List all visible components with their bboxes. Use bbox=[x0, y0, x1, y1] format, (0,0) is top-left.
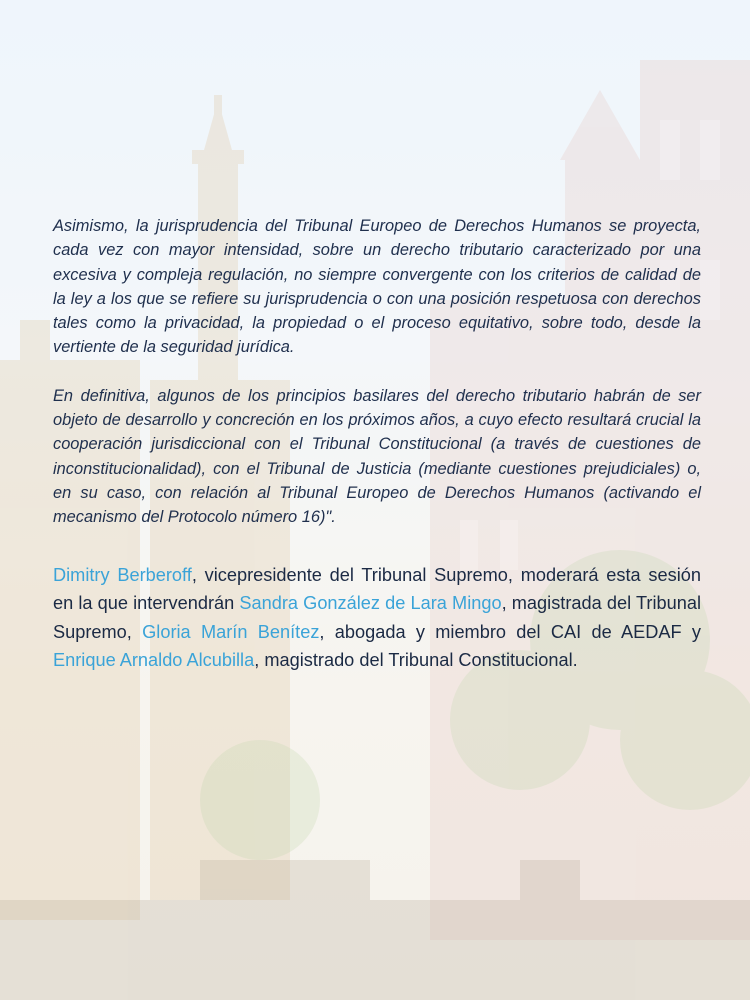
moderator-name: Dimitry Berberoff bbox=[53, 564, 192, 585]
session-summary-paragraph bbox=[53, 561, 701, 675]
quote-paragraph-2: En definitiva, algunos de los principios basilares del derecho tributario habrán de ser objeto de desarrollo y concreción en los próximos años, a cuyo efecto resultará crucial la cooperación jurisdiccional con el Tribunal Constitucional (a través de cuestiones de inconstitucionalidad), con el Tribunal de Justicia (mediante cuestiones prejudiciales) o, en su caso, con relación al Tribunal Europeo de Derechos Humanos (activando el mecanismo del Protocolo número 16)". bbox=[53, 386, 701, 527]
speaker-description-1: , magistrada del Tribunal Supremo, bbox=[53, 593, 701, 642]
speaker-name-3: Enrique Arnaldo Alcubilla bbox=[53, 650, 255, 671]
speaker-description-2: , abogada y miembro del CAI de AEDAF y bbox=[319, 621, 701, 642]
moderator-description: , vicepresidente del Tribunal Supremo, moderará esta sesión en la que intervendrán bbox=[53, 564, 701, 614]
speaker-description-3: , magistrado del Tribunal Constitucional. bbox=[254, 650, 578, 671]
speaker-name-2: Gloria Marín Benítez bbox=[142, 621, 320, 642]
speaker-name-1: Sandra González de Lara Mingo bbox=[239, 593, 502, 614]
article-body bbox=[53, 214, 701, 693]
quote-paragraph-1: Asimismo, la jurisprudencia del Tribunal Europeo de Derechos Humanos se proyecta, cada vez con mayor intensidad, sobre un derecho tributario caracterizado por una excesiva y compleja regulación, no siempre convergente con los criterios de calidad de la ley a los que se refiere su jurisprudencia o con una posición respetuosa con derechos tales como la privacidad, la propiedad o el proceso equitativo, sobre todo, desde la vertiente de la seguridad jurídica. bbox=[53, 217, 701, 357]
